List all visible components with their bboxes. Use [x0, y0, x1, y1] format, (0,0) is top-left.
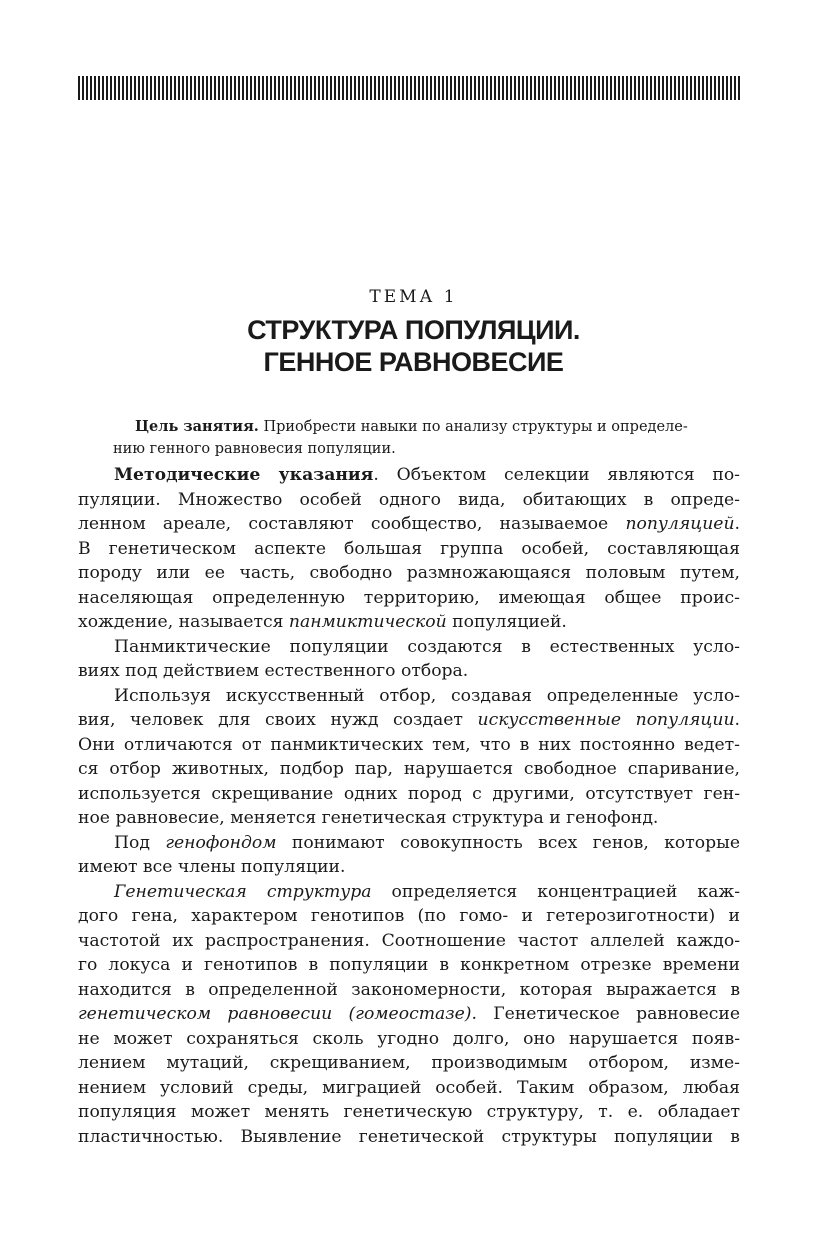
- topic-label: ТЕМА 1: [369, 287, 458, 307]
- term-genetic-structure: Генетическая структура: [114, 881, 372, 902]
- lesson-goal: [113, 416, 711, 460]
- title-line-1: СТРУКТУРА ПОПУЛЯЦИИ.: [247, 315, 580, 345]
- body-text: [78, 463, 740, 1149]
- page-title: [0, 314, 827, 378]
- paragraph-artificial: Используя искусственный отбор, создавая определенные усло- вия, человек для своих нужд создает искусственные популяции. Они отличаются от панмиктических тем, что в них постоянно ведет- ся отбор животных, подбор пар, нарушается свободное спаривание, используется скрещивание одних пород с другими, отсутствует ген- ное равновесие, меняется генетическая структура и генофонд.: [78, 685, 741, 828]
- term-population: популяцией: [625, 514, 735, 534]
- term-gene-pool: генофондом: [165, 832, 277, 853]
- term-genetic-equilibrium: генетическом равновесии (гомеостазе): [78, 1004, 472, 1024]
- paragraph-panmictic: Панмиктические популяции создаются в естественных усло- виях под действием естественного отбора.: [78, 636, 740, 681]
- paragraph-genetic-structure: Генетическая структура определяется концентрацией каж- дого гена, характером генотипов (по гомо- и гетерозиготности) и частотой их распространения. Соотношение частот аллелей каждо- го локуса и генотипов в популяции в конкретном отрезке времени находится в определенной закономерности, которая выражается в генетическом равновесии (гомеостазе). Генетическое равновесие не может сохраняться сколь угодно долго, оно нарушается появ- лением мутаций, скрещиванием, производимым отбором, изме- нением условий среды, миграцией особей. Таким образом, любая популяция может менять генетическую структуру, т. е. обладает пластичностью. Выявление генетической структуры популяции в: [78, 881, 740, 1147]
- goal-line-2: нию генного равновесия популяции.: [113, 441, 396, 457]
- goal-line-1: Цель занятия. Приобрести навыки по анализу структуры и определе-: [135, 418, 688, 435]
- paragraph-gene-pool: Под генофондом понимают совокупность всех генов, которые имеют все члены популяции.: [78, 832, 740, 877]
- goal-label: Цель занятия.: [135, 418, 259, 435]
- term-artificial-populations: искусственные популяции: [477, 710, 735, 730]
- paragraph-methodical-notes: Методические указания. Объектом селекции являются по- пуляции. Множество особей одного вида, обитающих в опреде- ленном ареале, составляют сообщество, называемое популяцией. В генетическом аспекте большая группа особей, составляющая породу или ее часть, свободно размножающаяся половым путем, населяющая определенную территорию, имеющая общее проис- хождение, называется панмиктической популяцией.: [78, 465, 740, 632]
- title-line-2: ГЕННОЕ РАВНОВЕСИЕ: [263, 347, 564, 377]
- term-panmictic: панмиктической: [288, 612, 447, 632]
- header-decorative-rule: [78, 76, 740, 100]
- methodical-notes-label: Методические указания: [114, 465, 374, 485]
